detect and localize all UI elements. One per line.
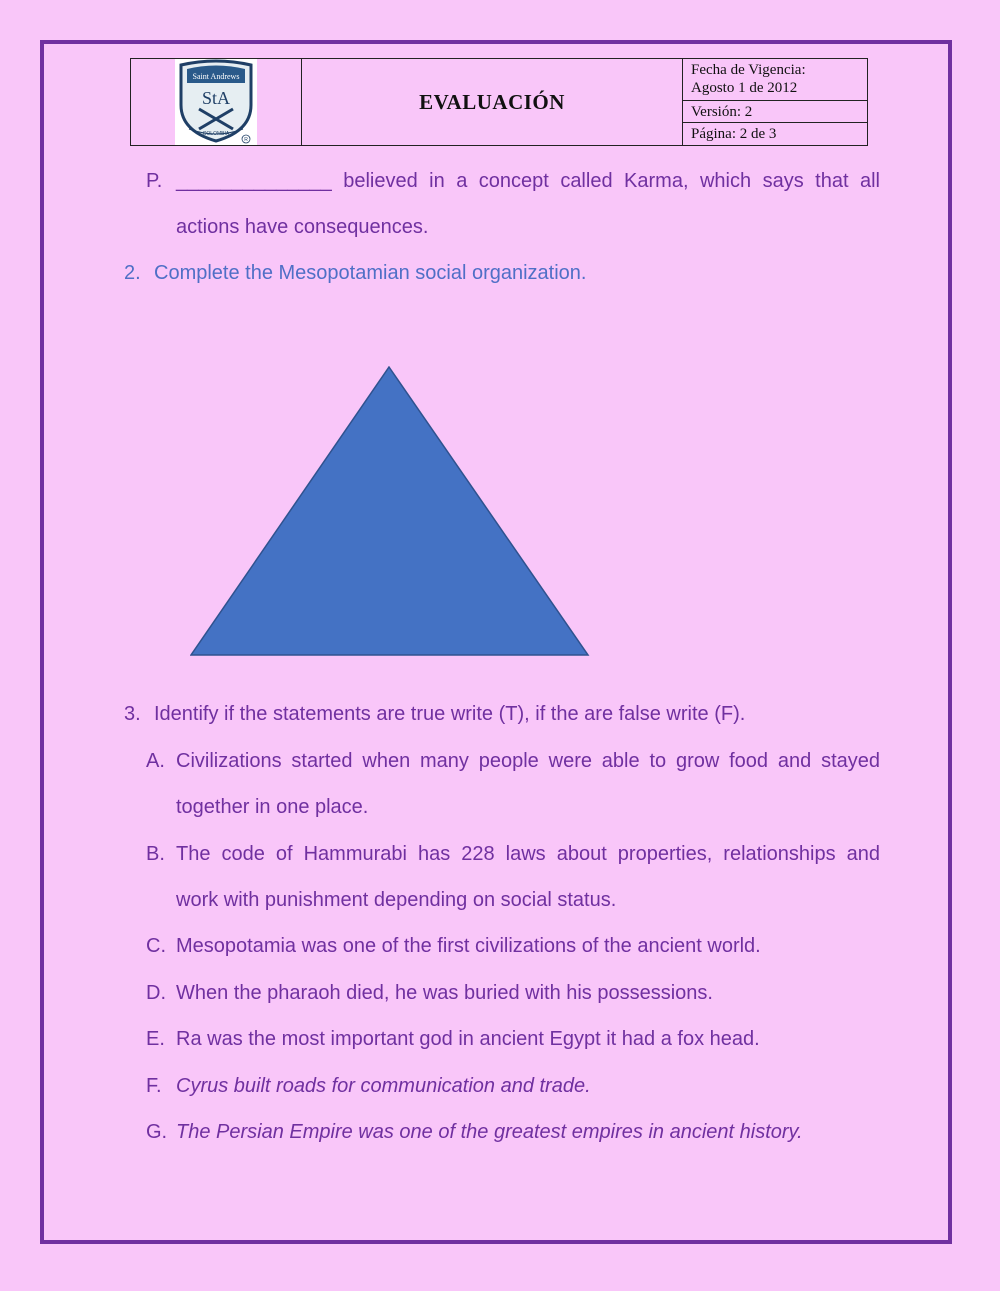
statement-e-text: Ra was the most important god in ancient Egypt it had a fox head. xyxy=(176,1028,760,1050)
statement-e-marker: E. xyxy=(146,1028,165,1050)
logo-arc-text: Saint Andrews xyxy=(192,72,240,81)
statement-a-line1: Civilizations started when many people were able to grow food and stayed xyxy=(176,750,880,772)
statement-f-marker: F. xyxy=(146,1075,162,1097)
statement-f-text: Cyrus built roads for communication and trade. xyxy=(176,1075,591,1097)
section3-heading-text: Identify if the statements are true write (T), if the are false write (F). xyxy=(154,703,746,725)
statement-c-text: Mesopotamia was one of the first civilizations of the ancient world. xyxy=(176,935,761,957)
statement-c-marker: C. xyxy=(146,935,166,957)
logo-country: COLOMBIA xyxy=(202,131,230,137)
logo-registered: R xyxy=(244,137,248,143)
answer-blank: ______________ xyxy=(176,170,332,192)
statement-g-text: The Persian Empire was one of the greatest empires in ancient history. xyxy=(176,1121,803,1143)
section2-heading-text: Complete the Mesopotamian social organization. xyxy=(154,262,587,284)
fecha-vigencia-cell xyxy=(683,59,868,101)
logo-cell xyxy=(131,59,302,146)
version-cell: Versión: 2 xyxy=(683,100,868,123)
school-crest-icon xyxy=(175,59,257,145)
section3-number: 3. xyxy=(124,703,141,725)
social-pyramid xyxy=(190,366,590,658)
question-p-line1 xyxy=(176,170,880,193)
statement-d-marker: D. xyxy=(146,982,166,1004)
statement-a-line2: together in one place. xyxy=(176,796,369,818)
statement-d-text: When the pharaoh died, he was buried with his possessions. xyxy=(176,982,713,1004)
section2-heading xyxy=(124,262,586,285)
question-p-text: believed in a concept called Karma, which says that all xyxy=(343,170,880,192)
section3-heading xyxy=(124,703,745,726)
pagina-cell: Página: 2 de 3 xyxy=(683,123,868,146)
school-logo xyxy=(175,59,257,145)
statement-a-marker: A. xyxy=(146,750,165,772)
evaluation-title: EVALUACIÓN xyxy=(302,59,683,146)
section2-number: 2. xyxy=(124,262,141,284)
statement-b-marker: B. xyxy=(146,843,165,865)
header-table xyxy=(130,58,868,146)
statement-g-marker: G. xyxy=(146,1121,168,1143)
statement-b-line2: work with punishment depending on social status. xyxy=(176,889,617,911)
question-p-marker: P. xyxy=(146,170,163,192)
fecha-value: Agosto 1 de 2012 xyxy=(691,80,798,97)
statement-b-line1: The code of Hammurabi has 228 laws about properties, relationships and xyxy=(176,843,880,865)
logo-initials: StA xyxy=(201,88,231,108)
pyramid-triangle xyxy=(191,367,588,655)
fecha-label: Fecha de Vigencia: xyxy=(691,62,806,79)
question-p-line2: actions have consequences. xyxy=(176,216,429,238)
